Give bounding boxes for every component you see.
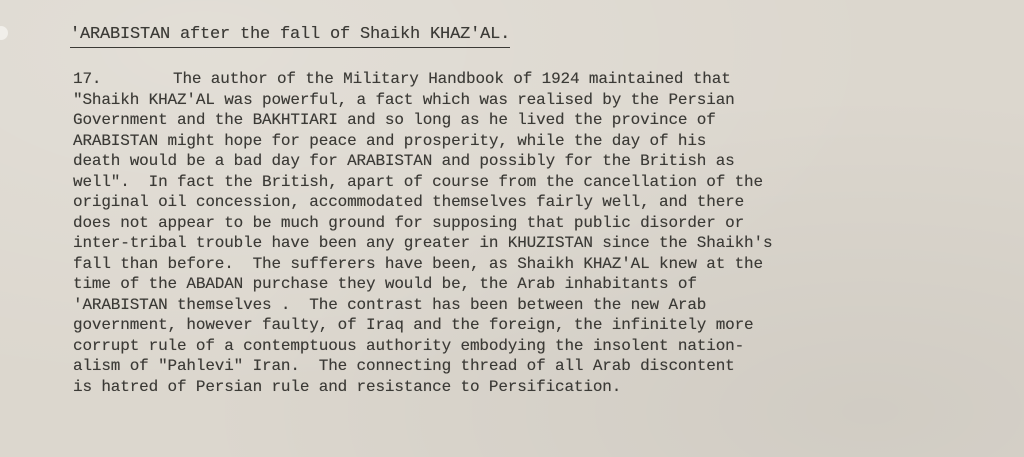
paragraph-line-9: inter-tribal trouble have been any greater in KHUZISTAN since the Shaikh's	[73, 234, 773, 252]
paragraph-line-14: corrupt rule of a contemptuous authority embodying the insolent nation-	[73, 336, 745, 355]
paragraph-line-12: 'ARABISTAN themselves . The contrast has been between the new Arab	[73, 295, 707, 314]
paragraph-line-5: death would be a bad day for ARABISTAN and possibly for the British as	[73, 152, 735, 170]
paragraph-number: 17.	[73, 70, 102, 88]
punch-hole-mark	[0, 26, 8, 40]
paragraph-17	[73, 69, 953, 397]
paragraph-line-8: does not appear to be much ground for supposing that public disorder or	[73, 213, 745, 232]
paragraph-line-4: ARABISTAN might hope for peace and prosperity, while the day of his	[73, 131, 707, 150]
paragraph-line-3: Government and the BAKHTIARI and so long as he lived the province of	[73, 111, 716, 129]
paragraph-line-6: well". In fact the British, apart of course from the cancellation of the	[73, 172, 763, 191]
paragraph-line-15: alism of "Pahlevi" Iran. The connecting thread of all Arab discontent	[73, 357, 735, 375]
paragraph-line-10: fall than before. The sufferers have been, as Shaikh KHAZ'AL knew at the	[73, 254, 763, 273]
paragraph-line-13: government, however faulty, of Iraq and the foreign, the infinitely more	[73, 316, 754, 334]
paragraph-line-7: original oil concession, accommodated themselves fairly well, and there	[73, 193, 745, 211]
paragraph-line-1-text: The author of the Military Handbook of 1924 maintained that	[173, 70, 731, 88]
paragraph-line-16: is hatred of Persian rule and resistance to Persification.	[73, 377, 622, 396]
paragraph-line-11: time of the ABADAN purchase they would be, the Arab inhabitants of	[73, 275, 697, 293]
typed-document	[70, 24, 953, 397]
paragraph-line-1	[73, 69, 953, 90]
section-heading: 'ARABISTAN after the fall of Shaikh KHAZ'AL.	[70, 24, 510, 48]
paragraph-line-2: "Shaikh KHAZ'AL was powerful, a fact which was realised by the Persian	[73, 90, 735, 109]
